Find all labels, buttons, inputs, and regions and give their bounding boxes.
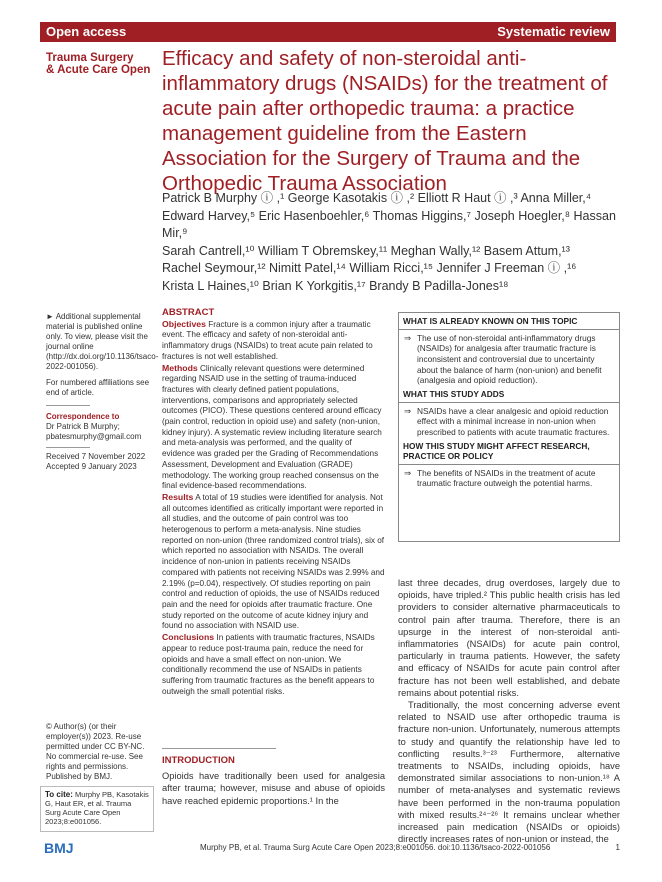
- affiliations-note: For numbered affiliations see end of article.: [46, 378, 150, 397]
- abstract-heading: ABSTRACT: [162, 307, 215, 318]
- box-heading-affect-line1: HOW THIS STUDY MIGHT AFFECT RESEARCH,: [403, 440, 590, 451]
- box-item: [399, 406, 619, 438]
- introduction-text: Opioids have traditionally been used for analgesia after trauma; however, misuse and abuse of opioids have reached epidemic proportions.¹ In the: [162, 771, 385, 806]
- journal-name-line1: Trauma Surgery: [46, 52, 134, 64]
- arrow-icon: ⇒: [404, 332, 411, 343]
- author-line: Sarah Cantrell,¹⁰ William T Obremskey,¹¹ Meghan Wally,¹² Basem Attum,¹³: [162, 243, 570, 258]
- page-number: 1: [615, 843, 620, 852]
- author-line: Edward Harvey,⁵ Eric Hasenboehler,⁶ Thomas Higgins,⁷ Joseph Hoegler,⁸ Hassan Mir,⁹: [162, 208, 616, 240]
- box-item: [399, 468, 619, 489]
- key-messages-box: [398, 312, 620, 542]
- supplemental-note: ► Additional supplemental material is published online only. To view, please visit the journal online (http://dx.doi.org/10.1136/tsaco-2022-001056).: [46, 312, 159, 371]
- arrow-icon: ⇒: [404, 467, 411, 478]
- introduction-section: [162, 755, 385, 807]
- divider: [399, 329, 619, 330]
- results-text: A total of 19 studies were identified for analysis. Not all outcomes identified as critically important were reported in all studies, and the outcome of pain control was too heterogenous to perform a meta-analysis. Nine studies reported on non-union (three randomized control trials), six of which reported no association with NSAIDs. The overall incidence of non-union in patients receiving NSAIDs compared with patients not receiving NSAIDs was 2.99% and 2.19% (p=0.04), respectively. Of studies reporting on pain control and reduction of opioids, the use of NSAIDs reduced pain and the need for opioids after traumatic fracture. One study reported on the outcome of acute kidney injury and found no association with NSAID use.: [162, 492, 385, 631]
- author-line: Rachel Seymour,¹² Nimitt Patel,¹⁴ William Ricci,¹⁵ Jennifer J Freeman ⓘ ,¹⁶: [162, 261, 577, 275]
- box-item-text: The benefits of NSAIDs in the treatment of acute traumatic fracture outweigh the potential harms.: [417, 467, 596, 489]
- journal-name-line2: & Acute Care Open: [46, 64, 151, 76]
- objectives-text: Fracture is a common injury after a traumatic event. The efficacy and safety of non-steroidal anti-inflammatory drugs (NSAIDs) to treat acute pain related to fractures is not well established.: [162, 319, 373, 361]
- arrow-icon: ⇒: [404, 405, 411, 416]
- box-item: [399, 333, 619, 387]
- methods-heading: Methods: [162, 362, 198, 373]
- divider: [162, 748, 276, 749]
- header-bar: [40, 22, 616, 42]
- page-footer: [200, 843, 620, 852]
- accepted-date: Accepted 9 January 2023: [46, 462, 137, 471]
- objectives-heading: Objectives: [162, 318, 206, 329]
- divider: [399, 464, 619, 465]
- dates-block: [46, 452, 150, 472]
- body-text-column: [398, 577, 620, 845]
- footer-citation: Murphy PB, et al. Trauma Surg Acute Care Open 2023;8:e001056. doi:10.1136/tsaco-2022-001056: [200, 843, 551, 852]
- box-heading-affect-line2: PRACTICE OR POLICY: [403, 451, 494, 462]
- correspondence-name: Dr Patrick B Murphy;: [46, 422, 120, 431]
- bmj-logo: BMJ: [44, 840, 74, 856]
- divider: [399, 402, 619, 403]
- correspondence-email[interactable]: pbatesmurphy@gmail.com: [46, 432, 142, 441]
- author-line: Krista L Haines,¹⁰ Brian K Yorkgitis,¹⁷ Brandy B Padilla-Jones¹⁸: [162, 278, 509, 293]
- article-type-label: Systematic review: [497, 24, 610, 39]
- results-heading: Results: [162, 491, 194, 502]
- author-line: Patrick B Murphy ⓘ ,¹ George Kasotakis ⓘ ,² Elliott R Haut ⓘ ,³ Anna Miller,⁴: [162, 191, 592, 205]
- divider: [46, 405, 90, 406]
- abstract: [162, 308, 385, 697]
- box-heading-adds: WHAT THIS STUDY ADDS: [403, 389, 505, 400]
- open-access-label: Open access: [46, 24, 127, 39]
- correspondence-heading: Correspondence to: [46, 412, 120, 421]
- box-heading-affect: [399, 438, 619, 462]
- conclusions-text: In patients with traumatic fractures, NSAIDs appear to reduce post-trauma pain, reduce the need for opioids and have a small effect on non-union. We conditionally recommend the use of NSAIDs in patients suffering from traumatic fractures as the benefit appears to outweigh the small potential risks.: [162, 633, 375, 696]
- box-heading-known: WHAT IS ALREADY KNOWN ON THIS TOPIC: [403, 316, 578, 326]
- author-list: [162, 190, 622, 295]
- to-cite-box: [40, 786, 154, 832]
- copyright-note: © Author(s) (or their employer(s)) 2023. Re-use permitted under CC BY-NC. No commercial re-use. See rights and permissions. Published by BMJ.: [46, 722, 145, 781]
- introduction-heading: INTRODUCTION: [162, 755, 235, 766]
- to-cite-heading: To cite:: [45, 790, 73, 799]
- to-cite-text: Murphy PB, Kasotakis G, Haut ER, et al. Trauma Surg Acute Care Open 2023;8:e001056.: [45, 790, 149, 826]
- journal-logo: [46, 52, 156, 76]
- correspondence-block: [46, 412, 150, 442]
- box-item-text: The use of non-steroidal anti-inflammatory drugs (NSAIDs) for analgesia after traumatic fracture is inconsistent and controversial due to uncertainty about the balance of harm (non-union) and benefit (analgesia and opioid reduction).: [417, 332, 602, 386]
- received-date: Received 7 November 2022: [46, 452, 146, 461]
- conclusions-heading: Conclusions: [162, 632, 215, 643]
- article-title: Efficacy and safety of non-steroidal anti-inflammatory drugs (NSAIDs) for the treatment of acute pain after orthopedic trauma: a practice management guideline from the Eastern Association for the Surgery of Trauma and the Orthopedic Trauma Association: [162, 47, 608, 195]
- body-paragraph: last three decades, drug overdoses, largely due to opioids, have tripled.² This public health crisis has led providers to consider alternative pharmaceuticals to control pain after trauma. Therefore, there is an upsurge in the interest of non-steroidal anti-inflammatories (NSAIDs) for acute pain control, particularly in trauma patients. However, the safety and efficacy of NSAIDs for acute pain control after fracture has not been well established, and debate remains about potential risks.: [398, 578, 620, 698]
- methods-text: Clinically relevant questions were determined regarding NSAID use in the setting of trauma-induced fractures with clearly defined patient populations, interventions, comparisons and appropriately selected outcomes (PICO). These questions centered around efficacy (pain control, reduction in opioid use) and safety (non-union, kidney injury). A systematic review including literature search and meta-analysis was performed, and the quality of evidence was graded per the Grading of Recommendations Assessment, Development and Evaluation (GRADE) methodology. The working group reached consensus on the final evidence-based recommendations.: [162, 363, 382, 491]
- body-paragraph: Traditionally, the most concerning adverse event related to NSAID use after orthopedic trauma is fracture non-union. Unfortunately, numerous attempts to study and quantify the relationship have led to conflicting results.³⁻²³ Furthermore, alternative treatments to NSAIDs, including opioids, have demonstrated similar associations to non-union.¹⁸ A number of meta-analyses and systematic reviews have been performed in the non-trauma population with mixed results.²⁴⁻²⁶ It remains unclear whether increased pain medication (NSAIDs or opioids) directly increases rates of non-union or instead, the: [398, 700, 620, 845]
- box-item-text: NSAIDs have a clear analgesic and opioid reduction effect with a minimal increase in non-union when prescribed to patients with acute traumatic fractures.: [417, 405, 610, 437]
- divider: [46, 447, 90, 448]
